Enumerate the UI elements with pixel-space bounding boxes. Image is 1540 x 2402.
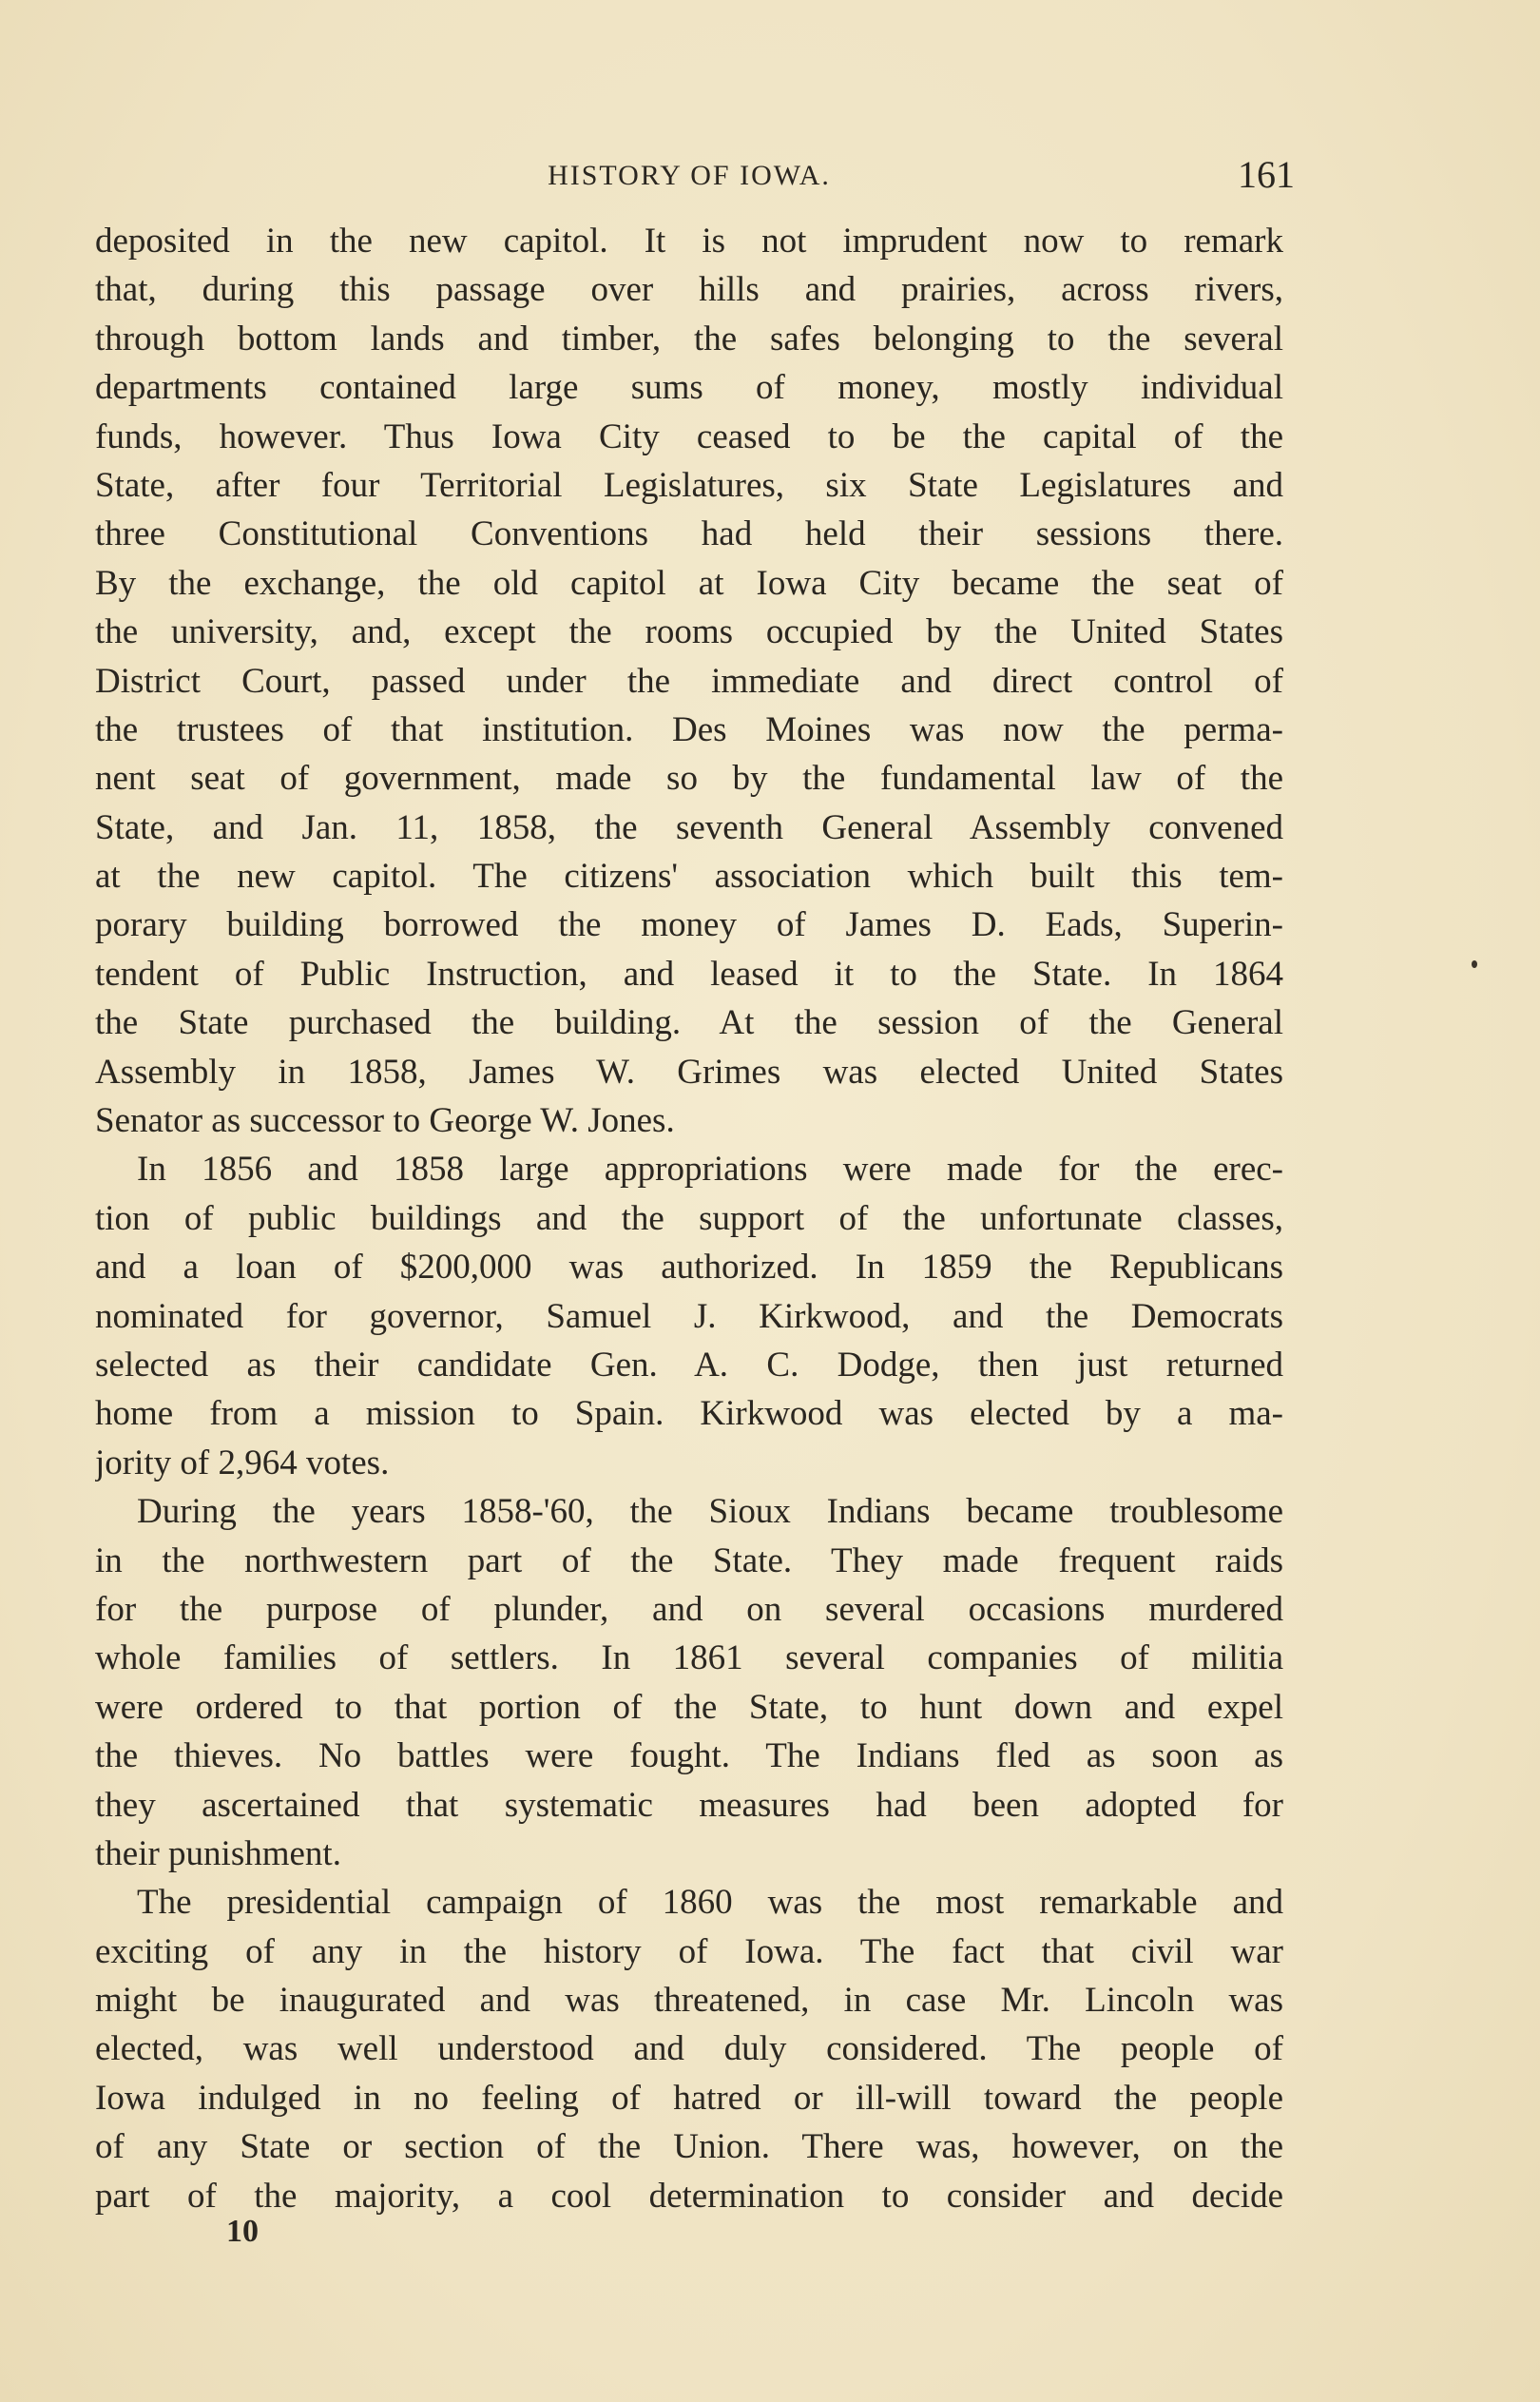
text-line: tendent of Public Instruction, and leased it to the State. In 1864 <box>95 954 1283 994</box>
text-line: District Court, passed under the immediate and direct control of <box>95 661 1283 701</box>
text-line: the State purchased the building. At the session of the General <box>95 1003 1283 1043</box>
text-line: nent seat of government, made so by the fundamental law of the <box>95 759 1283 799</box>
text-line: By the exchange, the old capitol at Iowa City became the seat of <box>95 563 1283 603</box>
text-line: that, during this passage over hills and prairies, across rivers, <box>95 270 1283 310</box>
text-line: Senator as successor to George W. Jones. <box>95 1101 675 1141</box>
text-line: in the northwestern part of the State. They made frequent raids <box>95 1540 1283 1580</box>
text-line: and a loan of $200,000 was authorized. In 1859 the Republicans <box>95 1248 1283 1288</box>
text-line: During the years 1858-'60, the Sioux Indians became troublesome <box>137 1492 1283 1532</box>
running-head <box>95 152 1295 200</box>
text-line: through bottom lands and timber, the safes belonging to the several <box>95 319 1283 358</box>
text-line: porary building borrowed the money of James D. Eads, Superin- <box>95 905 1283 945</box>
running-title: HISTORY OF IOWA. <box>548 160 831 191</box>
text-line: the university, and, except the rooms occupied by the United States <box>95 612 1283 652</box>
text-line: In 1856 and 1858 large appropriations were made for the erec- <box>137 1150 1283 1190</box>
text-line: departments contained large sums of money, mostly individual <box>95 368 1283 408</box>
page-number: 161 <box>1238 153 1295 196</box>
body-text <box>95 217 1283 2220</box>
text-line: Assembly in 1858, James W. Grimes was elected United States <box>95 1052 1283 1092</box>
text-line: they ascertained that systematic measures had been adopted for <box>95 1785 1283 1825</box>
text-line: deposited in the new capitol. It is not imprudent now to remark <box>95 222 1283 261</box>
text-line: The presidential campaign of 1860 was the most remarkable and <box>137 1883 1283 1923</box>
text-line: whole families of settlers. In 1861 several companies of militia <box>95 1638 1283 1678</box>
ink-speck <box>1472 960 1477 968</box>
text-line: of any State or section of the Union. There was, however, on the <box>95 2127 1283 2167</box>
text-line: jority of 2,964 votes. <box>95 1443 390 1482</box>
text-line: tion of public buildings and the support of the unfortunate classes, <box>95 1198 1283 1238</box>
text-line: were ordered to that portion of the State, to hunt down and expel <box>95 1687 1283 1727</box>
text-line: selected as their candidate Gen. A. C. Dodge, then just returned <box>95 1345 1283 1385</box>
text-line: the thieves. No battles were fought. The Indians fled as soon as <box>95 1736 1283 1776</box>
text-line: home from a mission to Spain. Kirkwood was elected by a ma- <box>95 1394 1283 1434</box>
text-line: State, and Jan. 11, 1858, the seventh General Assembly convened <box>95 807 1283 847</box>
text-line: three Constitutional Conventions had held their sessions there. <box>95 514 1283 554</box>
text-line: State, after four Territorial Legislatures, six State Legislatures and <box>95 465 1283 505</box>
text-line: part of the majority, a cool determination to consider and decide <box>95 2176 1283 2216</box>
text-line: might be inaugurated and was threatened, in case Mr. Lincoln was <box>95 1981 1283 2021</box>
text-line: elected, was well understood and duly considered. The people of <box>95 2029 1283 2069</box>
signature-mark: 10 <box>226 2214 259 2249</box>
text-line: for the purpose of plunder, and on several occasions murdered <box>95 1589 1283 1629</box>
text-line: exciting of any in the history of Iowa. The fact that civil war <box>95 1931 1283 1971</box>
text-line: Iowa indulged in no feeling of hatred or ill-will toward the people <box>95 2078 1283 2118</box>
text-line: the trustees of that institution. Des Moines was now the perma- <box>95 709 1283 749</box>
text-line: nominated for governor, Samuel J. Kirkwood, and the Democrats <box>95 1296 1283 1336</box>
text-line: their punishment. <box>95 1833 341 1873</box>
text-line: at the new capitol. The citizens' association which built this tem- <box>95 857 1283 897</box>
text-line: funds, however. Thus Iowa City ceased to be the capital of the <box>95 416 1283 456</box>
